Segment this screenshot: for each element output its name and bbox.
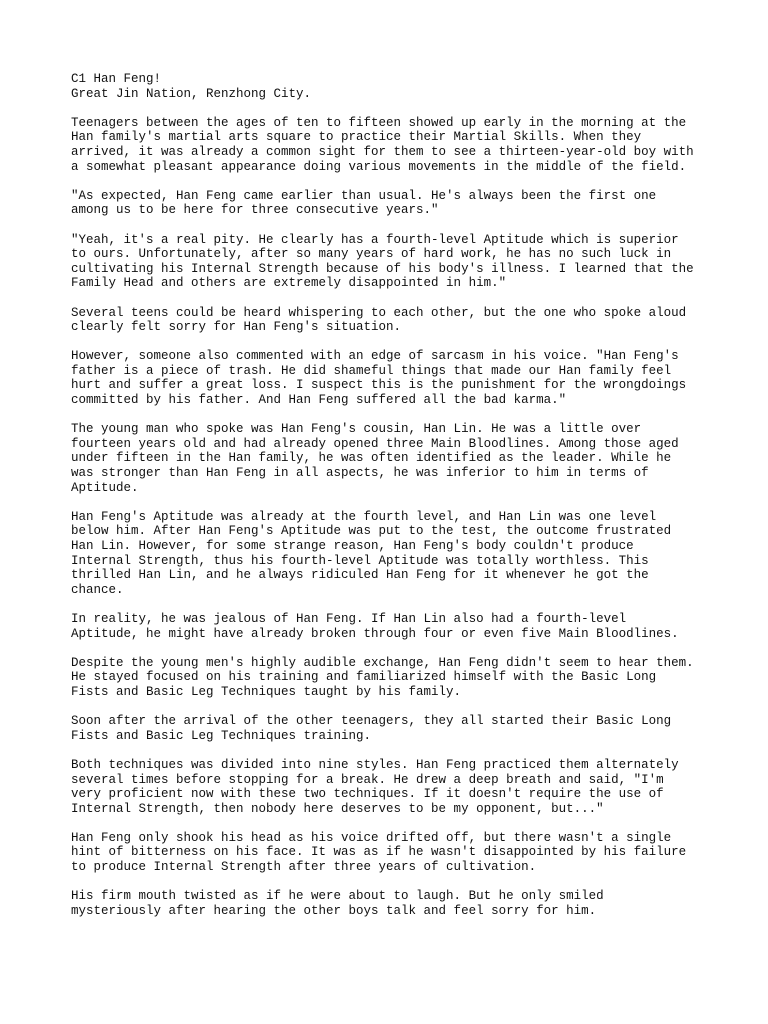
chapter-heading <box>71 72 711 101</box>
paragraph: In reality, he was jealous of Han Feng. If Han Lin also had a fourth-level Aptitude, he might have already broken through four or even five Main Bloodlines. <box>71 611 679 641</box>
document-page <box>71 72 711 933</box>
paragraph: "Yeah, it's a real pity. He clearly has a fourth-level Aptitude which is superior to ours. Unfortunately, after so many years of hard work, he has no such luck in cultivating his Internal Strength because of his body's illness. I learned that the Family Head and others are extremely disappointed in him." <box>71 232 694 291</box>
paragraph: However, someone also commented with an edge of sarcasm in his voice. "Han Feng's father is a piece of trash. He did shameful things that made our Han family feel hurt and suffer a great loss. I suspect this is the punishment for the wrongdoings committed by his father. And Han Feng suffered all the bad karma." <box>71 349 687 408</box>
paragraph: "As expected, Han Feng came earlier than usual. He's always been the first one among us to be here for three consecutive years." <box>71 188 657 218</box>
paragraph: Han Feng's Aptitude was already at the fourth level, and Han Lin was one level below him. After Han Feng's Aptitude was put to the test, the outcome frustrated Han Lin. However, for some strange reason, Han Feng's body couldn't produce Internal Strength, thus his fourth-level Aptitude was totally worthless. This thrilled Han Lin, and he always ridiculed Han Feng for it whenever he got the chance. <box>71 509 672 597</box>
chapter-location: Great Jin Nation, Renzhong City. <box>71 86 312 101</box>
paragraph: Despite the young men's highly audible exchange, Han Feng didn't seem to hear them. He stayed focused on his training and familiarized himself with the Basic Long Fists and Basic Leg Techniques taught by his family. <box>71 655 694 699</box>
paragraph: Both techniques was divided into nine styles. Han Feng practiced them alternately several times before stopping for a break. He drew a deep breath and said, "I'm very proficient now with these two techniques. If it doesn't require the use of Internal Strength, then nobody here deserves to be my opponent, but..." <box>71 757 679 816</box>
paragraph: His firm mouth twisted as if he were about to laugh. But he only smiled mysteriously after hearing the other boys talk and feel sorry for him. <box>71 889 604 918</box>
paragraph: Several teens could be heard whispering to each other, but the one who spoke aloud clearly felt sorry for Han Feng's situation. <box>71 305 687 335</box>
paragraph: The young man who spoke was Han Feng's cousin, Han Lin. He was a little over fourteen years old and had already opened three Main Bloodlines. Among those aged under fifteen in the Han family, he was often identified as the leader. While he was stronger than Han Feng in all aspects, he was inferior to him in terms of Aptitude. <box>71 422 679 495</box>
paragraph: Soon after the arrival of the other teenagers, they all started their Basic Long Fists and Basic Leg Techniques training. <box>71 714 672 743</box>
paragraph: Teenagers between the ages of ten to fifteen showed up early in the morning at the Han family's martial arts square to practice their Martial Skills. When they arrived, it was already a common sight for them to see a thirteen-year-old boy with a somewhat pleasant appearance doing various movements in the middle of the field. <box>71 115 694 174</box>
chapter-title: C1 Han Feng! <box>71 72 162 86</box>
paragraph: Han Feng only shook his head as his voice drifted off, but there wasn't a single hint of bitterness on his face. It was as if he wasn't disappointed by his failure to produce Internal Strength after three years of cultivation. <box>71 830 687 875</box>
